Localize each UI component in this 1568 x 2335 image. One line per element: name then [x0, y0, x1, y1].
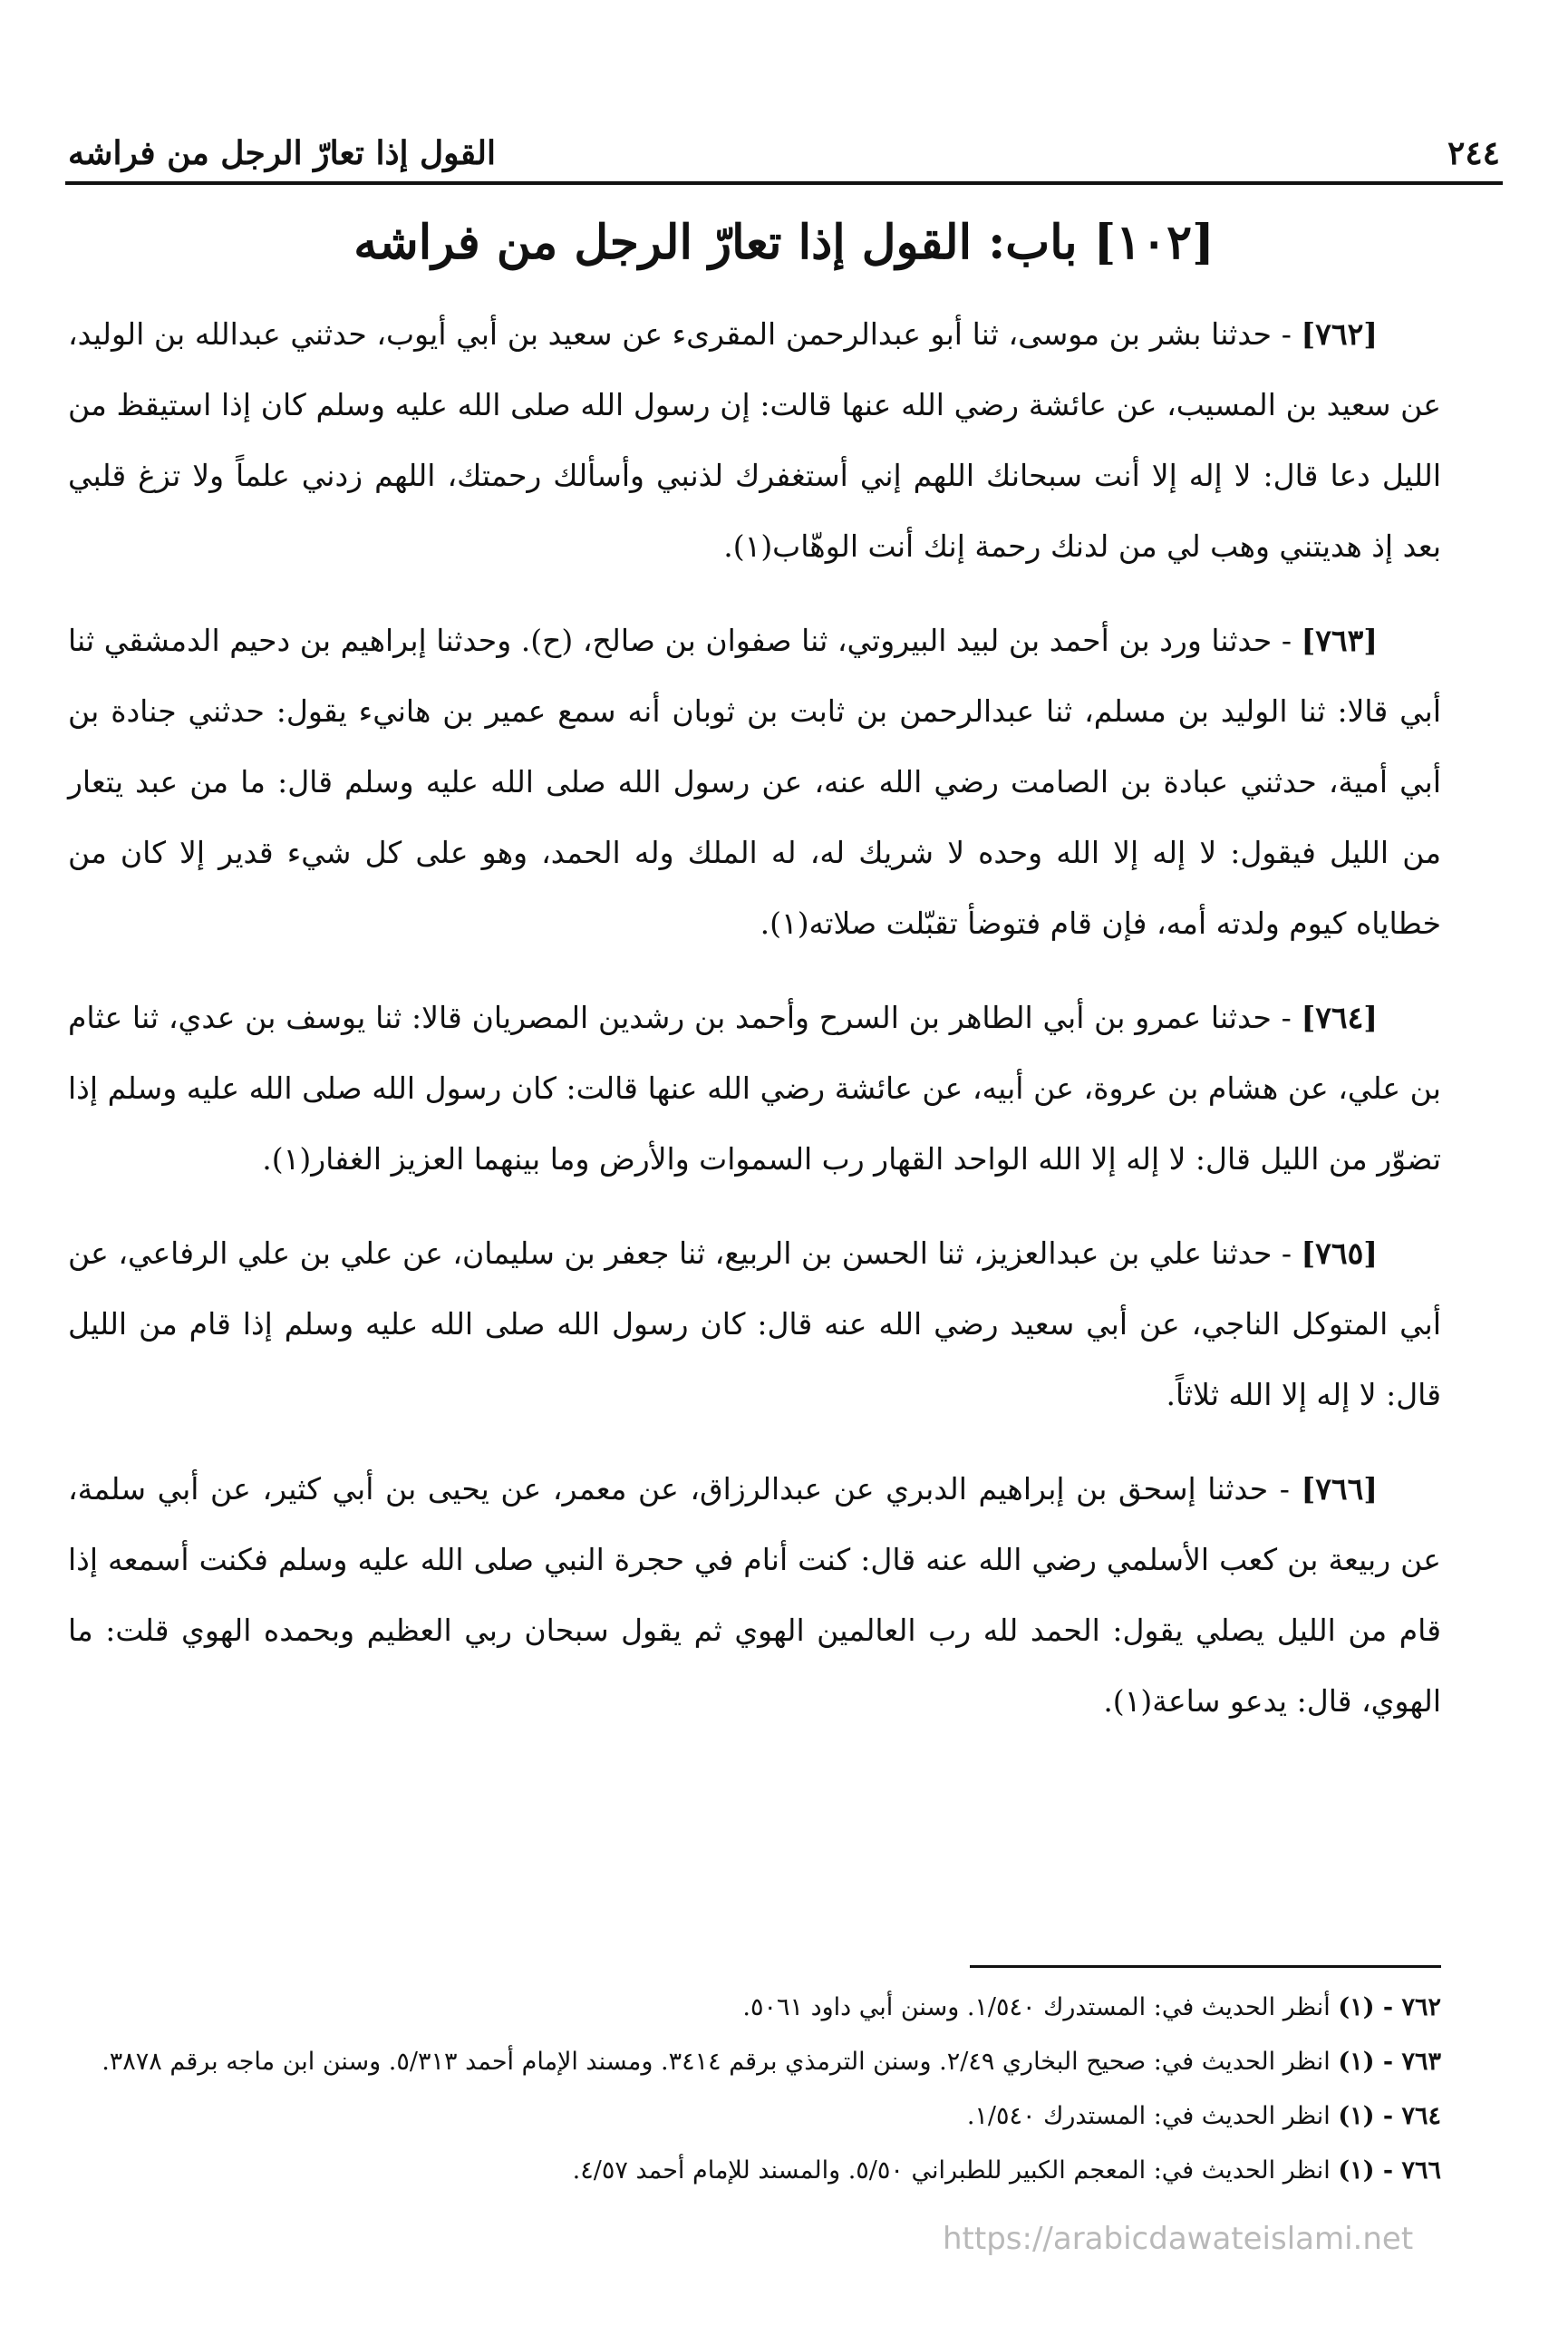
hadith-number: [٧٦٥]	[1301, 1235, 1378, 1271]
footnotes	[68, 1985, 1441, 2203]
hadith-764	[68, 983, 1441, 1195]
hadith-number: [٧٦٤]	[1301, 1000, 1378, 1035]
footnote	[68, 1985, 1441, 2030]
footnote-text: انظر الحديث في: صحيح البخاري ٢/٤٩. وسنن الترمذي برقم ٣٤١٤. ومسند الإمام أحمد ٥/٣١٣. وسنن ابن ماجه برقم ٣٨٧٨.	[102, 2048, 1331, 2076]
header-rule	[65, 181, 1503, 185]
footnote-text: انظر الحديث في: المستدرك ١/٥٤٠.	[966, 2102, 1331, 2130]
hadith-765	[68, 1218, 1441, 1430]
footnote	[68, 2039, 1441, 2085]
hadith-766	[68, 1454, 1441, 1737]
hadith-text: - حدثنا بشر بن موسى، ثنا أبو عبدالرحمن المقرىء عن سعيد بن أبي أيوب، حدثني عبدالله بن الوليد، عن سعيد بن المسيب، عن عائشة رضي الله عنها قالت: إن رسول الله صلى الله عليه وسلم كان إذا استيقظ من الليل دعا قال: لا إله إلا أنت سبحانك اللهم إني أستغفرك لذنبي وأسألك رحمتك، اللهم زدني علماً ولا تزغ قلبي بعد إذ هديتني وهب لي من لدنك رحمة إنك أنت الوهّاب(١).	[68, 316, 1441, 564]
running-header	[68, 109, 1500, 179]
footnote-text: أنظر الحديث في: المستدرك ١/٥٤٠. وسنن أبي داود ٥٠٦١.	[742, 1993, 1331, 2021]
hadith-number: [٧٦٣]	[1301, 623, 1378, 658]
hadith-text: - حدثنا عمرو بن أبي الطاهر بن السرح وأحمد بن رشدين المصريان قالا: ثنا يوسف بن عدي، ثنا عثام بن علي، عن هشام بن عروة، عن أبيه، عن عائشة رضي الله عنها قالت: كان رسول الله صلى الله عليه وسلم إذا تضوّر من الليل قال: لا إله إلا الله الواحد القهار رب السموات والأرض وما بينهما العزيز الغفار(١).	[68, 1000, 1441, 1177]
footnote-ref: ٧٦٢ - (١)	[1338, 1993, 1441, 2021]
running-title: القول إذا تعارّ الرجل من فراشه	[68, 134, 496, 172]
footnote-ref: ٧٦٦ - (١)	[1338, 2156, 1441, 2185]
hadith-762	[68, 299, 1441, 582]
hadith-text: - حدثنا إسحق بن إبراهيم الدبري عن عبدالرزاق، عن معمر، عن يحيى بن أبي كثير، عن أبي سلمة، عن ربيعة بن كعب الأسلمي رضي الله عنه قال: كنت أنام في حجرة النبي صلى الله عليه وسلم فكنت أسمعه إذا قام من الليل يصلي يقول: الحمد لله رب العالمين الهوي ثم يقول سبحان ربي العظيم وبحمده الهوي قلت: ما الهوي، قال: يدعو ساعة(١).	[68, 1471, 1441, 1719]
hadith-list	[68, 299, 1441, 1760]
footnote-rule	[970, 1965, 1441, 1968]
hadith-number: [٧٦٦]	[1301, 1471, 1379, 1507]
footnote	[68, 2094, 1441, 2139]
footnote	[68, 2148, 1441, 2194]
chapter-title: [١٠٢] باب: القول إذا تعارّ الرجل من فراشه	[353, 215, 1215, 270]
hadith-text: - حدثنا علي بن عبدالعزيز، ثنا الحسن بن الربيع، ثنا جعفر بن سليمان، عن علي بن علي الرفاعي، عن أبي المتوكل الناجي، عن أبي سعيد رضي الله عنه قال: كان رسول الله صلى الله عليه وسلم إذا قام من الليل قال: لا إله إلا الله ثلاثاً.	[68, 1235, 1441, 1412]
hadith-text: - حدثنا ورد بن أحمد بن لبيد البيروتي، ثنا صفوان بن صالح، (ح). وحدثنا إبراهيم بن دحيم الدمشقي ثنا أبي قالا: ثنا الوليد بن مسلم، ثنا عبدالرحمن بن ثابت بن ثوبان أنه سمع عمير بن هانيء يقول: حدثني جنادة بن أبي أمية، حدثني عبادة بن الصامت رضي الله عنه، عن رسول الله صلى الله عليه وسلم قال: ما من عبد يتعار من الليل فيقول: لا إله إلا الله وحده لا شريك له، له الملك وله الحمد، وهو على كل شيء قدير إلا كان من خطاياه كيوم ولدته أمه، فإن قام فتوضأ تقبّلت صلاته(١).	[68, 623, 1441, 941]
footnote-ref: ٧٦٤ - (١)	[1338, 2102, 1441, 2130]
footnote-ref: ٧٦٣ - (١)	[1338, 2048, 1441, 2076]
hadith-763	[68, 606, 1441, 959]
watermark-url: https://arabicdawateislami.net	[943, 2221, 1414, 2257]
page-number: ٢٤٤	[1447, 134, 1500, 172]
footnote-text: انظر الحديث في: المعجم الكبير للطبراني ٥/٥٠. والمسند للإمام أحمد ٤/٥٧.	[572, 2156, 1331, 2185]
hadith-number: [٧٦٢]	[1301, 316, 1378, 352]
